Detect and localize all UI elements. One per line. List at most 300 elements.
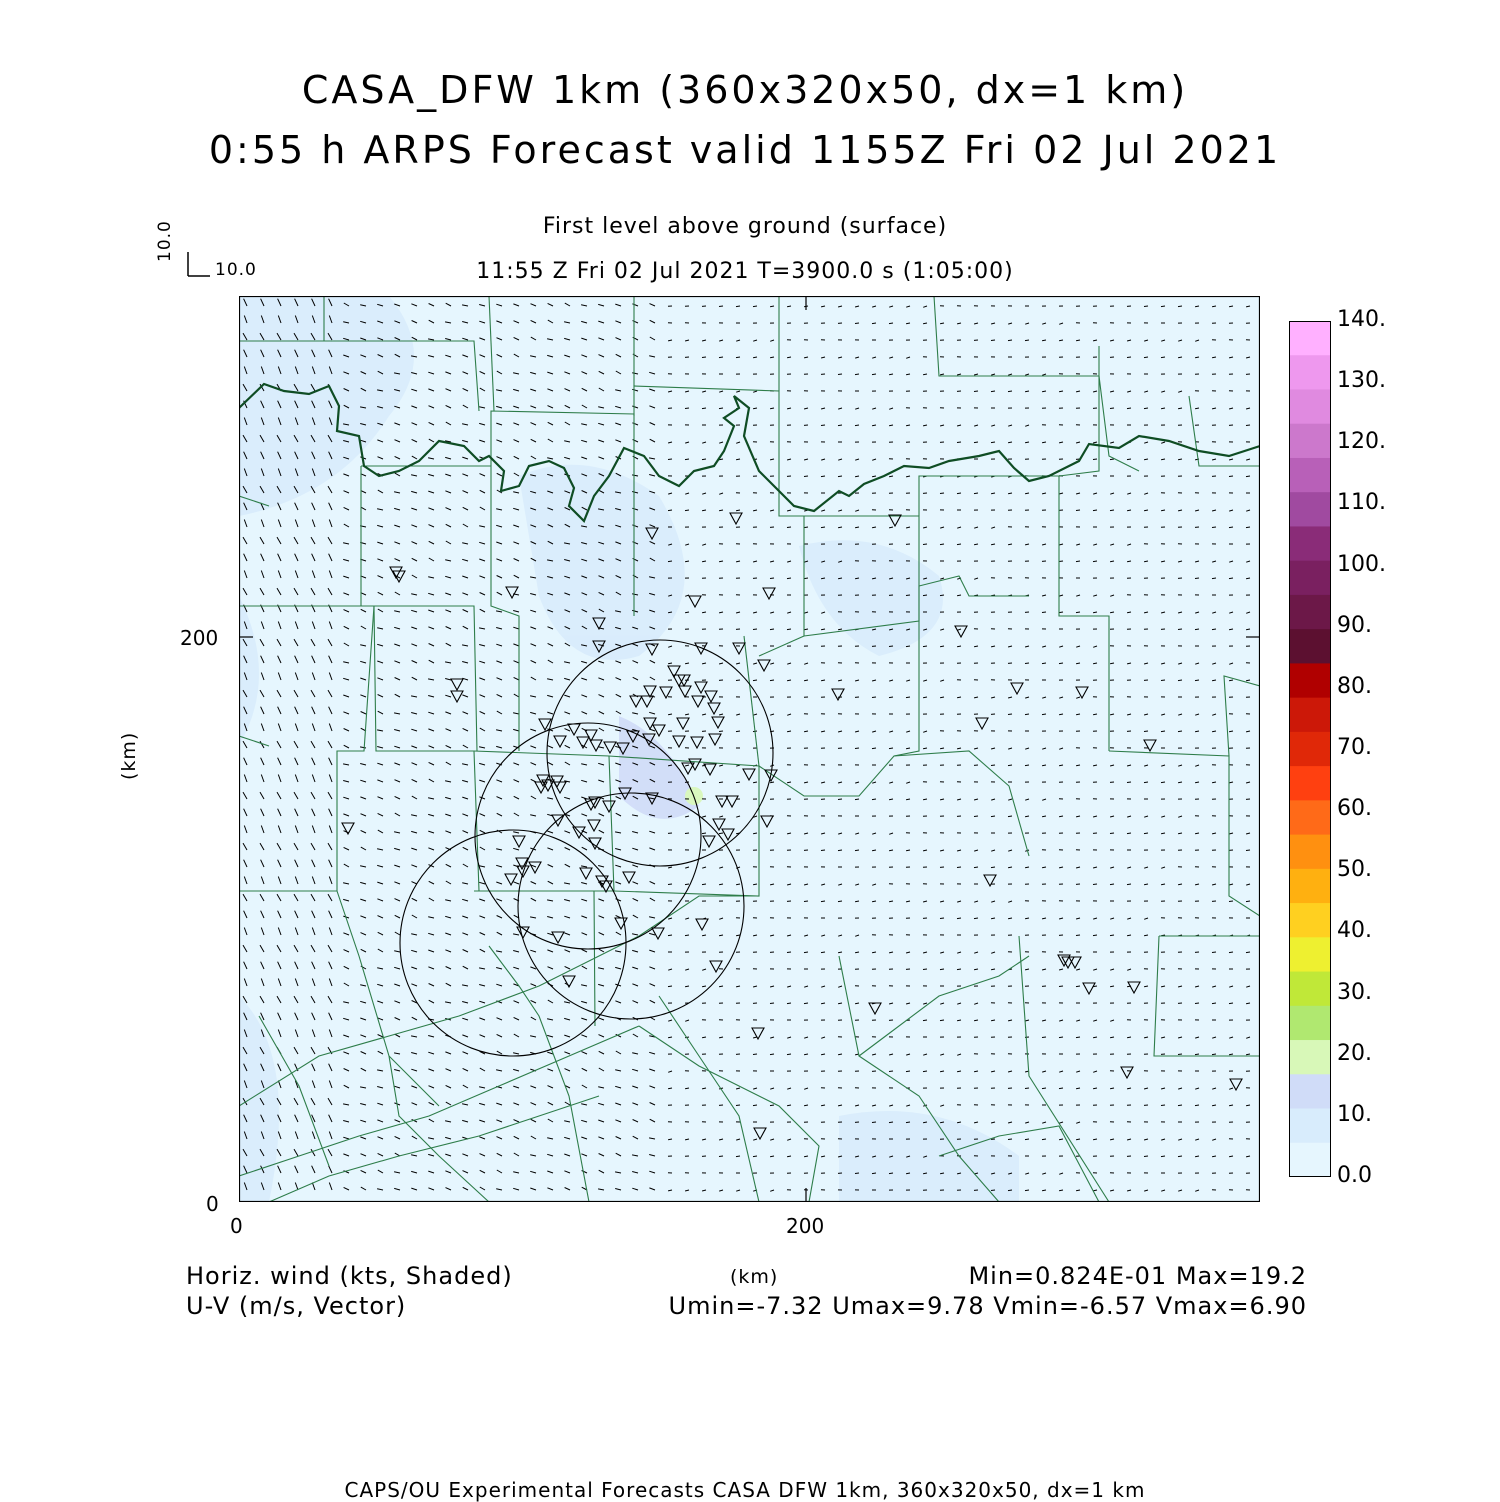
wind-vector (753, 1156, 757, 1157)
wind-vector (974, 544, 978, 545)
wind-vector (838, 850, 842, 851)
wind-vector (1229, 476, 1233, 477)
wind-vector (804, 578, 808, 579)
wind-vector (1229, 1003, 1233, 1004)
wind-vector (957, 867, 961, 868)
wind-vector (872, 1173, 876, 1174)
colorbar-label: 30. (1337, 980, 1372, 1005)
wind-vector (991, 340, 995, 341)
colorbar-swatch (1289, 937, 1331, 972)
wind-vector (855, 1173, 859, 1174)
wind-vector (889, 1173, 893, 1174)
wind-vector (1008, 442, 1012, 443)
colorbar-label: 100. (1337, 552, 1386, 577)
wind-vector (685, 935, 689, 936)
wind-vector (702, 357, 706, 358)
colorbar-swatch (1289, 526, 1331, 561)
wind-vector (770, 306, 774, 307)
wind-vector (1076, 510, 1080, 511)
field-label: Horiz. wind (kts, Shaded) (186, 1262, 513, 1290)
colorbar-swatch (1289, 766, 1331, 801)
wind-vector (1110, 510, 1114, 511)
wind-vector (1110, 561, 1114, 562)
wind-vector (1025, 340, 1029, 341)
wind-vector (1178, 357, 1182, 358)
wind-vector (991, 1190, 995, 1191)
wind-vector (668, 612, 672, 613)
reference-vector-icon (180, 250, 220, 280)
wind-vector (1059, 714, 1063, 715)
wind-vector (1042, 612, 1046, 613)
wind-vector (1008, 765, 1012, 766)
wind-vector (804, 901, 808, 902)
colorbar-label: 50. (1337, 857, 1372, 882)
wind-vector (1127, 884, 1131, 885)
wind-vector (906, 1122, 910, 1123)
wind-vector (1161, 680, 1165, 681)
colorbar-label: 60. (1337, 796, 1372, 821)
wind-vector (1161, 1156, 1165, 1157)
wind-vector (1144, 306, 1148, 307)
wind-vector (1178, 629, 1182, 630)
wind-vector (753, 680, 757, 681)
wind-vector (1246, 578, 1250, 579)
colorbar-label: 10. (1337, 1102, 1372, 1127)
colorbar-swatch (1289, 1109, 1331, 1144)
wind-vector (855, 374, 859, 375)
wind-vector (991, 867, 995, 868)
wind-vector (855, 425, 859, 426)
wind-vector (872, 374, 876, 375)
wind-vector (685, 408, 689, 409)
wind-vector (855, 748, 859, 749)
wind-vector (1178, 1105, 1182, 1106)
wind-vector (940, 595, 944, 596)
wind-vector (702, 510, 706, 511)
wind-vector (1110, 833, 1114, 834)
wind-vector (1059, 1088, 1063, 1089)
wind-vector (974, 816, 978, 817)
wind-vector (940, 1071, 944, 1072)
wind-vector (770, 1156, 774, 1157)
wind-vector (1025, 663, 1029, 664)
x-tick-0: 0 (230, 1214, 243, 1238)
wind-vector (787, 527, 791, 528)
wind-vector (1229, 527, 1233, 528)
credit-line: CAPS/OU Experimental Forecasts CASA DFW 1km, 360x320x50, dx=1 km (0, 1478, 1490, 1502)
wind-vector (957, 442, 961, 443)
wind-vector (889, 799, 893, 800)
wind-vector (906, 595, 910, 596)
colorbar-label: 90. (1337, 613, 1372, 638)
wind-vector (1246, 425, 1250, 426)
wind-vector (1178, 1156, 1182, 1157)
wind-vector (1025, 1139, 1029, 1140)
reference-vector-v-label: 10.0 (155, 220, 175, 262)
wind-vector (872, 1122, 876, 1123)
x-tick-200: 200 (786, 1214, 824, 1238)
time-subtitle: 11:55 Z Fri 02 Jul 2021 T=3900.0 s (1:05:00) (245, 259, 1245, 284)
wind-vector (753, 306, 757, 307)
wind-vector (1127, 833, 1131, 834)
wind-vector (719, 731, 723, 732)
wind-vector (1042, 1037, 1046, 1038)
colorbar-swatch (1289, 458, 1331, 493)
wind-vector (1229, 629, 1233, 630)
wind-vector (940, 918, 944, 919)
wind-vector (1178, 782, 1182, 783)
wind-vector (974, 918, 978, 919)
wind-vector (1076, 561, 1080, 562)
wind-vector (1042, 1139, 1046, 1140)
colorbar-swatch (1289, 355, 1331, 390)
wind-vector (685, 833, 689, 834)
y-tick-0: 0 (206, 1192, 219, 1216)
wind-vector (974, 969, 978, 970)
wind-vector (991, 391, 995, 392)
wind-vector (804, 629, 808, 630)
wind-vector (991, 493, 995, 494)
wind-vector (787, 1105, 791, 1106)
wind-vector (1127, 408, 1131, 409)
wind-vector (787, 680, 791, 681)
wind-vector (668, 884, 672, 885)
wind-vector (668, 459, 672, 460)
x-axis-label: (km) (730, 1266, 778, 1288)
reference-vector-u-label: 10.0 (215, 260, 257, 280)
wind-vector (1093, 884, 1097, 885)
wind-vector (753, 1054, 757, 1055)
wind-vector (719, 782, 723, 783)
wind-vector (804, 1054, 808, 1055)
wind-vector (1093, 612, 1097, 613)
wind-vector (1059, 612, 1063, 613)
wind-vector (1212, 578, 1216, 579)
colorbar-label: 130. (1337, 368, 1386, 393)
vector-label: U-V (m/s, Vector) (186, 1292, 406, 1320)
wind-vector (1229, 578, 1233, 579)
wind-vector (1042, 663, 1046, 664)
wind-vector (753, 1105, 757, 1106)
wind-vector (957, 1020, 961, 1021)
wind-vector (1110, 884, 1114, 885)
wind-vector (1229, 952, 1233, 953)
wind-vector (1144, 1156, 1148, 1157)
wind-vector (1229, 901, 1233, 902)
wind-vector (1093, 561, 1097, 562)
wind-vector (1246, 901, 1250, 902)
wind-vector (991, 765, 995, 766)
wind-vector (1161, 357, 1165, 358)
wind-vector (1195, 1054, 1199, 1055)
wind-vector (940, 646, 944, 647)
wind-vector (1042, 1088, 1046, 1089)
wind-vector (1093, 935, 1097, 936)
wind-vector (787, 578, 791, 579)
colorbar-swatch (1289, 492, 1331, 527)
wind-vector (923, 544, 927, 545)
wind-vector (1195, 629, 1199, 630)
wind-vector (753, 629, 757, 630)
wind-vector (736, 782, 740, 783)
main-title: CASA_DFW 1km (360x320x50, dx=1 km) (0, 68, 1490, 112)
wind-vector (1076, 1088, 1080, 1089)
wind-vector (838, 425, 842, 426)
wind-vector (1178, 731, 1182, 732)
colorbar-swatch (1289, 561, 1331, 596)
wind-vector (1212, 629, 1216, 630)
wind-vector (1042, 340, 1046, 341)
wind-vector (974, 391, 978, 392)
wind-vector (1059, 1139, 1063, 1140)
wind-vector (736, 357, 740, 358)
wind-vector (1246, 527, 1250, 528)
wind-vector (906, 697, 910, 698)
wind-vector (668, 935, 672, 936)
wind-vector (1127, 782, 1131, 783)
wind-vector (787, 1054, 791, 1055)
wind-vector (838, 952, 842, 953)
colorbar-label: 120. (1337, 429, 1386, 454)
wind-vector (702, 833, 706, 834)
wind-vector (1161, 1105, 1165, 1106)
wind-vector (1025, 1088, 1029, 1089)
colorbar-swatch (1289, 835, 1331, 870)
wind-vector (1178, 680, 1182, 681)
wind-vector (1025, 816, 1029, 817)
colorbar-swatch (1289, 972, 1331, 1007)
wind-vector (1059, 1037, 1063, 1038)
wind-vector (736, 680, 740, 681)
wind-vector (736, 306, 740, 307)
wind-vector (889, 374, 893, 375)
wind-vector (770, 1105, 774, 1106)
wind-vector (1110, 408, 1114, 409)
wind-vector (821, 901, 825, 902)
wind-vector (1212, 1003, 1216, 1004)
wind-vector (1008, 816, 1012, 817)
wind-vector (1127, 935, 1131, 936)
colorbar-swatch (1289, 424, 1331, 459)
wind-vector (685, 884, 689, 885)
wind-vector (1093, 459, 1097, 460)
wind-vector (838, 901, 842, 902)
wind-vector (821, 578, 825, 579)
wind-vector (1195, 306, 1199, 307)
wind-vector (1008, 340, 1012, 341)
wind-vector (1127, 510, 1131, 511)
wind-vector (872, 850, 876, 851)
colorbar-swatch (1289, 732, 1331, 767)
colorbar-swatch (1289, 1143, 1331, 1177)
colorbar (1289, 321, 1331, 1177)
colorbar-label: 70. (1337, 735, 1372, 760)
wind-vector (719, 884, 723, 885)
wind-vector (821, 527, 825, 528)
wind-vector (1008, 714, 1012, 715)
wind-vector (1110, 935, 1114, 936)
wind-vector (838, 476, 842, 477)
wind-vector (889, 697, 893, 698)
wind-vector (821, 1003, 825, 1004)
wind-vector (1042, 714, 1046, 715)
wind-vector (1093, 1037, 1097, 1038)
wind-vector (685, 510, 689, 511)
wind-vector (957, 493, 961, 494)
wind-vector (787, 1003, 791, 1004)
wind-vector (1076, 663, 1080, 664)
wind-vector (1195, 1003, 1199, 1004)
colorbar-label: 140. (1337, 307, 1386, 332)
wind-vector (889, 1122, 893, 1123)
wind-vector (906, 646, 910, 647)
wind-vector (1076, 1037, 1080, 1038)
wind-vector (702, 408, 706, 409)
wind-vector (974, 867, 978, 868)
wind-vector (838, 527, 842, 528)
wind-vector (855, 476, 859, 477)
wind-vector (855, 323, 859, 324)
colorbar-label: 110. (1337, 490, 1386, 515)
wind-vector (1212, 952, 1216, 953)
wind-vector (923, 969, 927, 970)
wind-vector (1212, 1054, 1216, 1055)
uv-stats: Umin=-7.32 Umax=9.78 Vmin=-6.57 Vmax=6.90 (669, 1292, 1307, 1320)
wind-vector (974, 442, 978, 443)
wind-vector (685, 561, 689, 562)
colorbar-swatch (1289, 903, 1331, 938)
min-max-stats: Min=0.824E-01 Max=19.2 (968, 1262, 1307, 1290)
wind-vector (1076, 935, 1080, 936)
wind-vector (1178, 1054, 1182, 1055)
wind-vector (906, 1173, 910, 1174)
wind-vector (719, 833, 723, 834)
wind-vector (804, 476, 808, 477)
wind-vector (804, 527, 808, 528)
colorbar-swatch (1289, 869, 1331, 904)
forecast-title: 0:55 h ARPS Forecast valid 1155Z Fri 02 Jul 2021 (0, 128, 1490, 172)
wind-vector (855, 799, 859, 800)
wind-vector (1195, 1105, 1199, 1106)
colorbar-swatch (1289, 321, 1331, 356)
wind-vector (1008, 1139, 1012, 1140)
wind-map (239, 296, 1260, 1202)
wind-vector (1008, 391, 1012, 392)
wind-vector (1008, 1190, 1012, 1191)
wind-vector (787, 629, 791, 630)
wind-vector (702, 935, 706, 936)
wind-vector (889, 323, 893, 324)
wind-vector (1246, 1003, 1250, 1004)
wind-vector (685, 459, 689, 460)
colorbar-swatch (1289, 1040, 1331, 1075)
y-tick-200: 200 (180, 626, 218, 650)
map-background (239, 296, 1260, 1202)
wind-vector (1144, 459, 1148, 460)
wind-vector (1127, 459, 1131, 460)
wind-vector (940, 493, 944, 494)
wind-vector (923, 595, 927, 596)
wind-vector (957, 595, 961, 596)
y-axis-label: (km) (118, 732, 140, 780)
wind-vector (719, 357, 723, 358)
colorbar-swatch (1289, 595, 1331, 630)
wind-vector (804, 952, 808, 953)
wind-vector (770, 1054, 774, 1055)
wind-vector (1144, 357, 1148, 358)
colorbar-swatch (1289, 1074, 1331, 1109)
wind-vector (668, 1037, 672, 1038)
wind-vector (957, 544, 961, 545)
wind-vector (1042, 765, 1046, 766)
wind-vector (940, 969, 944, 970)
level-subtitle: First level above ground (surface) (245, 214, 1245, 239)
wind-vector (1161, 306, 1165, 307)
wind-vector (1110, 459, 1114, 460)
wind-vector (872, 323, 876, 324)
wind-vector (770, 680, 774, 681)
wind-vector (770, 578, 774, 579)
wind-vector (753, 782, 757, 783)
wind-vector (821, 476, 825, 477)
wind-vector (872, 748, 876, 749)
wind-vector (1178, 306, 1182, 307)
wind-vector (1246, 952, 1250, 953)
colorbar-label: 20. (1337, 1041, 1372, 1066)
wind-vector (1144, 782, 1148, 783)
wind-vector (668, 510, 672, 511)
wind-vector (804, 1003, 808, 1004)
wind-vector (940, 544, 944, 545)
wind-vector (1229, 1054, 1233, 1055)
wind-vector (1246, 850, 1250, 851)
wind-vector (821, 425, 825, 426)
wind-vector (957, 918, 961, 919)
wind-vector (923, 1122, 927, 1123)
wind-vector (838, 374, 842, 375)
colorbar-swatch (1289, 629, 1331, 664)
wind-vector (889, 748, 893, 749)
wind-vector (1144, 833, 1148, 834)
colorbar-swatch (1289, 800, 1331, 835)
wind-vector (1042, 1190, 1046, 1191)
wind-vector (940, 1020, 944, 1021)
wind-vector (770, 1003, 774, 1004)
colorbar-swatch (1289, 1006, 1331, 1041)
wind-vector (1059, 663, 1063, 664)
wind-vector (991, 442, 995, 443)
wind-vector (821, 850, 825, 851)
wind-vector (1195, 731, 1199, 732)
wind-vector (1195, 680, 1199, 681)
colorbar-swatch (1289, 389, 1331, 424)
wind-vector (821, 952, 825, 953)
wind-vector (957, 969, 961, 970)
wind-vector (1161, 731, 1165, 732)
wind-vector (702, 884, 706, 885)
wind-vector (1110, 986, 1114, 987)
wind-vector (889, 646, 893, 647)
wind-vector (991, 918, 995, 919)
wind-vector (668, 986, 672, 987)
colorbar-label: 0.0 (1337, 1163, 1372, 1188)
wind-vector (906, 748, 910, 749)
wind-vector (838, 799, 842, 800)
wind-vector (668, 561, 672, 562)
colorbar-swatch (1289, 698, 1331, 733)
wind-vector (1161, 782, 1165, 783)
wind-vector (787, 952, 791, 953)
